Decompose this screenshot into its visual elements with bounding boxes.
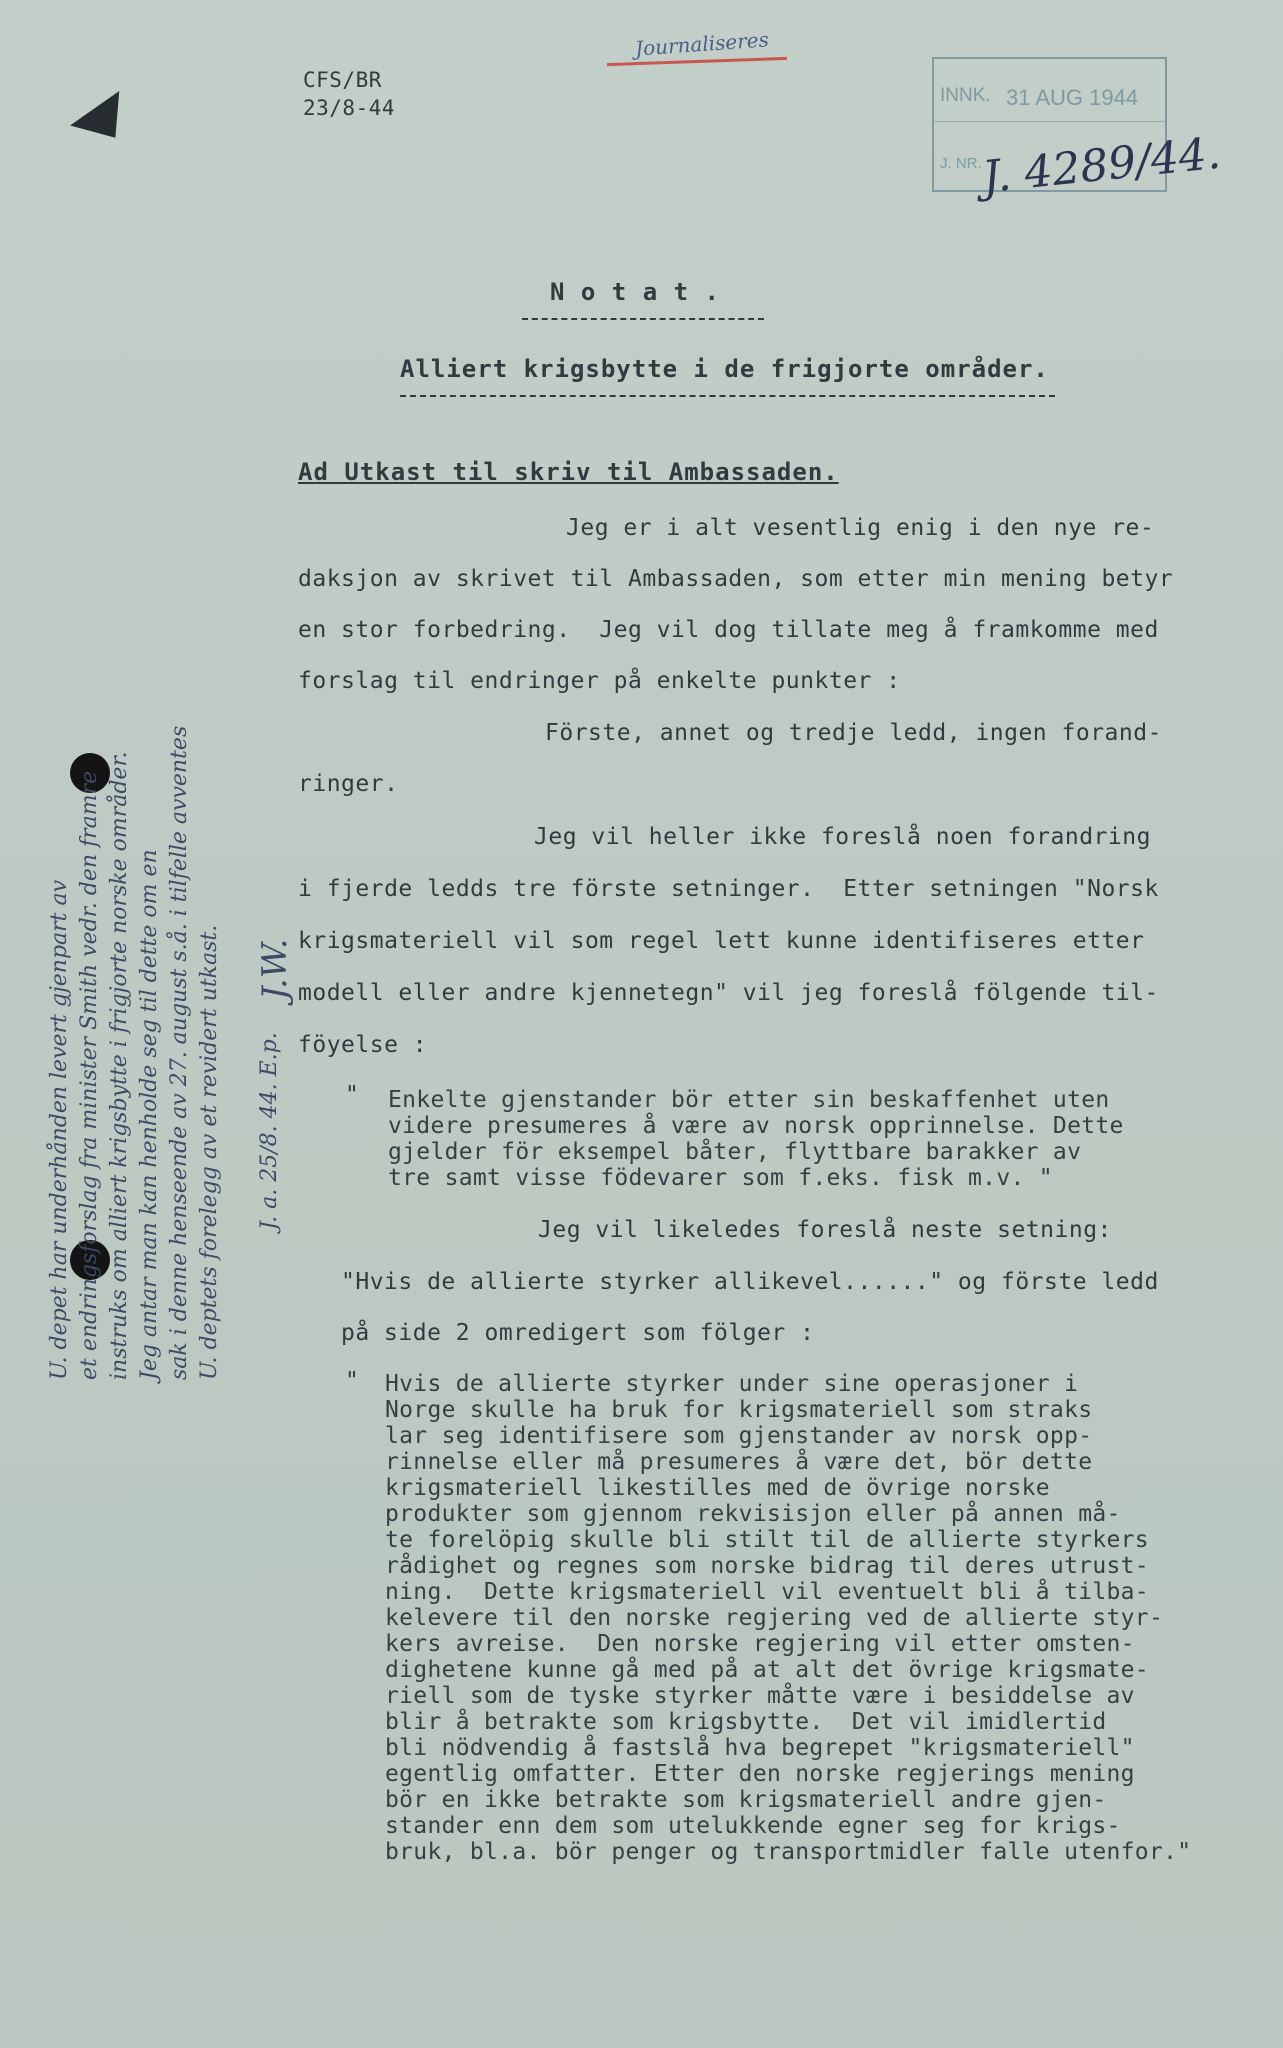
reference-date: 23/8-44 — [303, 96, 396, 120]
margin-note-line: et endringsforslag fra minister Smith vedr. den framre — [77, 770, 102, 1380]
body-line: Jeg vil likeledes foreslå neste setning: — [538, 1217, 1112, 1243]
quote-line: te forelöpig skulle bli stilt til de allierte styrkers — [385, 1527, 1149, 1553]
quote-line: gjelder för eksempel båter, flyttbare barakker av — [388, 1139, 1082, 1165]
quote-line: stander enn dem som utelukkende egner seg for krigs- — [385, 1813, 1121, 1839]
body-line: krigsmateriell vil som regel lett kunne identifiseres etter — [298, 928, 1145, 954]
stamp-date: 31 AUG 1944 — [1006, 85, 1139, 110]
document-subtitle: Alliert krigsbytte i de frigjorte områder. — [400, 355, 1049, 383]
margin-note-line: instruks om alliert krigsbytte i frigjorte norske områder. — [107, 751, 132, 1380]
body-line: på side 2 omredigert som fölger : — [341, 1320, 815, 1346]
body-line: ringer. — [298, 771, 399, 797]
body-line: "Hvis de allierte styrker allikevel......" og förste ledd — [341, 1269, 1159, 1295]
folded-corner-mark — [70, 91, 140, 155]
journal-number: J. 4289/44. — [979, 127, 1223, 204]
quote-line: Enkelte gjenstander bör etter sin beskaffenhet uten — [388, 1087, 1110, 1113]
quote-mark: " — [345, 1082, 360, 1108]
quote-line: bli nödvendig å fastslå hva begrepet "krigsmateriell" — [385, 1735, 1135, 1761]
margin-date-note: J. a. 25/8. 44. E.p. — [257, 1032, 282, 1230]
body-line: en stor forbedring. Jeg vil dog tillate meg å framkomme med — [298, 617, 1159, 643]
quote-line: bör en ikke betrakte som krigsmateriell andre gjen- — [385, 1787, 1107, 1813]
quote-line: krigsmateriell likestilles med de övrige norske — [385, 1475, 1050, 1501]
margin-note-line: Jeg antar man kan henholde seg til dette om en — [137, 849, 162, 1380]
quote-line: Hvis de allierte styrker under sine operasjoner i — [385, 1371, 1079, 1397]
subtitle-underline — [400, 395, 1055, 397]
body-line: Förste, annet og tredje ledd, ingen forand- — [545, 720, 1162, 746]
quote-line: kers avreise. Den norske regjering vil etter omsten- — [385, 1631, 1135, 1657]
body-line: modell eller andre kjennetegn" vil jeg foreslå fölgende til- — [298, 980, 1159, 1006]
quote-line: ning. Dette krigsmateriell vil eventuelt bli å tilba- — [385, 1579, 1149, 1605]
initials-signature: J.W. — [255, 938, 295, 1000]
quote-line: tre samt visse födevarer som f.eks. fisk m.v. " — [388, 1165, 1053, 1191]
stamp-divider — [934, 121, 1165, 122]
quote-line: rinnelse eller må presumeres å være det, bör dette — [385, 1449, 1093, 1475]
title-underline — [522, 318, 764, 320]
body-line: forslag til endringer på enkelte punkter : — [298, 668, 901, 694]
stamp-inng-label: INNK. — [940, 85, 991, 106]
reference-code: CFS/BR — [303, 68, 382, 92]
document-title: N o t a t . — [550, 278, 720, 306]
body-line: Jeg vil heller ikke foreslå noen forandring — [534, 824, 1151, 850]
margin-note-line: U. deptets forelegg av et revidert utkast. — [197, 924, 222, 1380]
quote-line: dighetene kunne gå med på at alt det övrige krigsmate- — [385, 1657, 1149, 1683]
quote-line: Norge skulle ha bruk for krigsmateriell som straks — [385, 1397, 1093, 1423]
quote-line: blir å betrakte som krigsbytte. Det vil imidlertid — [385, 1709, 1107, 1735]
stamp-jnr-label: J. NR. — [940, 155, 982, 172]
body-line: Jeg er i alt vesentlig enig i den nye re- — [566, 515, 1155, 541]
quote-mark: " — [345, 1368, 360, 1394]
margin-note-line: U. depet har underhånden levert gjenpart av — [47, 879, 72, 1380]
body-line: i fjerde ledds tre förste setninger. Etter setningen "Norsk — [298, 876, 1159, 902]
quote-line: bruk, bl.a. bör penger og transportmidler falle utenfor." — [385, 1839, 1192, 1865]
quote-line: kelevere til den norske regjering ved de allierte styr- — [385, 1605, 1164, 1631]
section-heading: Ad Utkast til skriv til Ambassaden. — [298, 458, 839, 486]
quote-line: riell som de tyske styrker måtte være i besiddelse av — [385, 1683, 1135, 1709]
quote-line: videre presumeres å være av norsk opprinnelse. Dette — [388, 1113, 1124, 1139]
handwritten-signature-block — [255, 900, 315, 1230]
margin-note-line: sak i denne henseende av 27. august s.å. i tilfelle avventes — [167, 725, 192, 1380]
quote-line: produkter som gjennom rekvisisjon eller på annen må- — [385, 1501, 1121, 1527]
handwritten-margin-note — [47, 620, 227, 1390]
body-line: daksjon av skrivet til Ambassaden, som etter min mening betyr — [298, 566, 1174, 592]
quote-line: lar seg identifisere som gjenstander av norsk opp- — [385, 1423, 1093, 1449]
red-underline — [607, 57, 787, 66]
body-line: föyelse : — [298, 1032, 428, 1058]
quote-line: egentlig omfatter. Etter den norske regjerings mening — [385, 1761, 1135, 1787]
journal-note: Journaliseres — [634, 27, 770, 61]
quote-line: rådighet og regnes som norske bidrag til deres utrust- — [385, 1553, 1149, 1579]
